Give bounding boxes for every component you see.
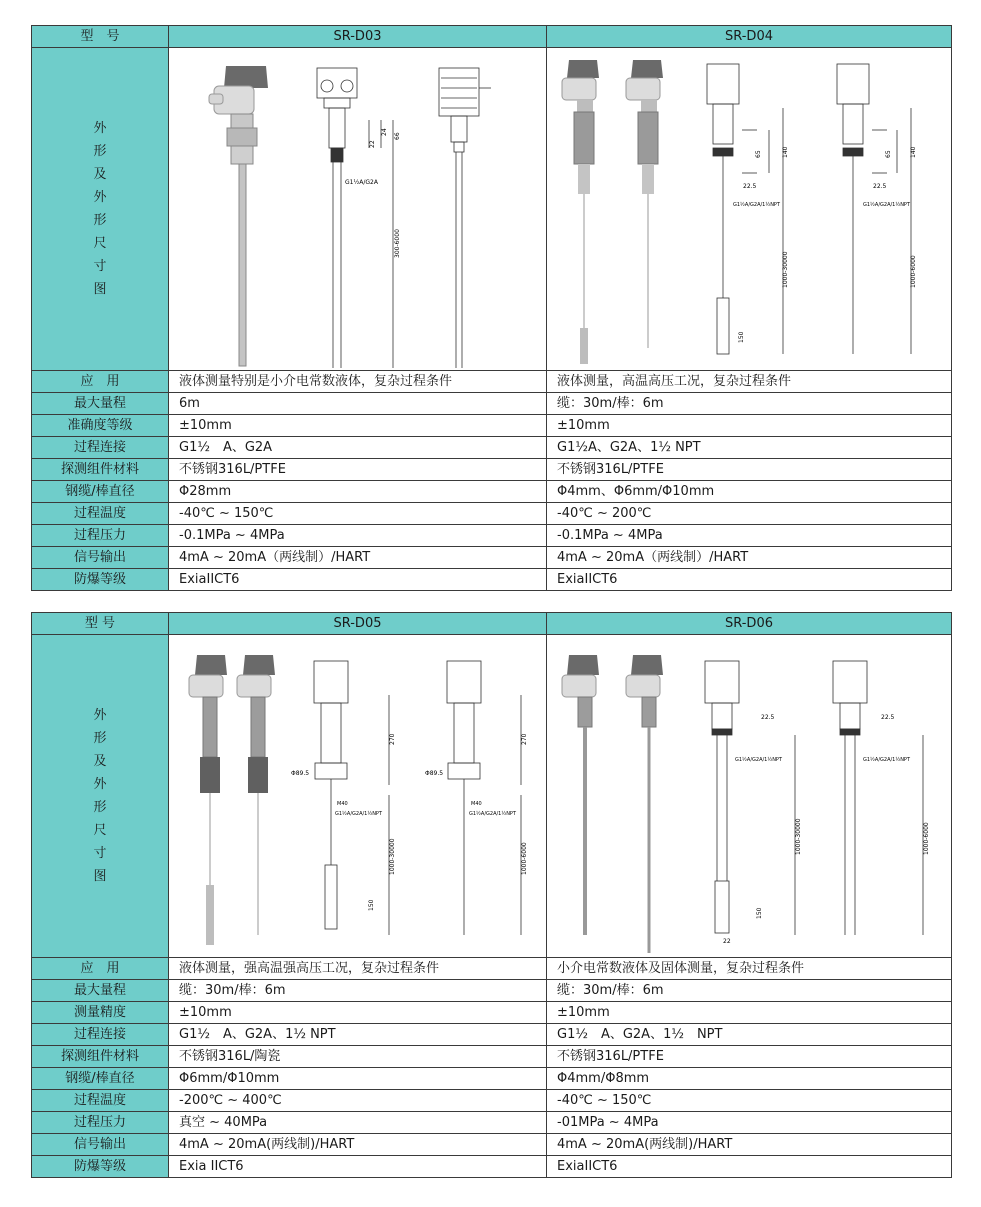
drawing-cable bbox=[314, 661, 389, 935]
row-value: ±10mm bbox=[169, 415, 547, 437]
dim-label: 150 bbox=[756, 907, 763, 919]
row-label: 准确度等级 bbox=[32, 415, 169, 437]
row-value: 4mA ~ 20mA（两线制）/HART bbox=[169, 547, 547, 569]
row-label: 最大量程 bbox=[32, 393, 169, 415]
model-name: SR-D04 bbox=[547, 26, 952, 48]
model-name: SR-D05 bbox=[169, 613, 547, 635]
row-value: 液体测量，高温高压工况，复杂过程条件 bbox=[547, 371, 952, 393]
dim-label: 22 bbox=[723, 938, 731, 945]
row-value: -200℃ ~ 400℃ bbox=[169, 1090, 547, 1112]
row-value: 不锈钢316L/PTFE bbox=[547, 1046, 952, 1068]
dim-label: G1½A/G2A/1½NPT bbox=[863, 202, 911, 208]
row-label: 过程压力 bbox=[32, 1112, 169, 1134]
figure-label-text: 外形及外形尺寸图 bbox=[93, 121, 107, 297]
spec-row bbox=[32, 1068, 952, 1090]
dim-label: 1000-6000 bbox=[521, 842, 528, 875]
spec-row bbox=[32, 371, 952, 393]
row-value: 真空 ~ 40MPa bbox=[169, 1112, 547, 1134]
spec-row bbox=[32, 547, 952, 569]
row-value: Exia IICT6 bbox=[169, 1156, 547, 1178]
row-label: 探测组件材料 bbox=[32, 1046, 169, 1068]
spec-row bbox=[32, 1046, 952, 1068]
model-header-label: 型 号 bbox=[32, 613, 169, 635]
row-value: 4mA ~ 20mA(两线制)/HART bbox=[547, 1134, 952, 1156]
figure-row bbox=[32, 48, 952, 371]
figure-row bbox=[32, 635, 952, 958]
spec-row bbox=[32, 980, 952, 1002]
dimension-drawing-sr-d06 bbox=[547, 635, 952, 958]
row-value: -0.1MPa ~ 4MPa bbox=[169, 525, 547, 547]
row-label: 信号输出 bbox=[32, 1134, 169, 1156]
row-value: ExiaIICT6 bbox=[547, 569, 952, 591]
row-value: -40℃ ~ 150℃ bbox=[169, 503, 547, 525]
row-value: 不锈钢316L/陶瓷 bbox=[169, 1046, 547, 1068]
spec-row bbox=[32, 525, 952, 547]
spec-row bbox=[32, 437, 952, 459]
dim-label: G1½A/G2A/1½NPT bbox=[863, 757, 911, 763]
row-value: 缆：30m/棒：6m bbox=[547, 393, 952, 415]
drawing-cable bbox=[707, 64, 783, 354]
row-value: ExiaIICT6 bbox=[169, 569, 547, 591]
row-value: ±10mm bbox=[169, 1002, 547, 1024]
row-label: 过程温度 bbox=[32, 503, 169, 525]
probe-photo bbox=[562, 655, 663, 953]
dim-label: 66 bbox=[394, 132, 401, 140]
dim-label: G1½A/G2A bbox=[345, 179, 378, 186]
model-name: SR-D06 bbox=[547, 613, 952, 635]
row-value: G1½ A、G2A、1½ NPT bbox=[169, 1024, 547, 1046]
spec-row bbox=[32, 1112, 952, 1134]
probe-photo bbox=[209, 66, 268, 366]
row-value: 缆：30m/棒：6m bbox=[169, 980, 547, 1002]
row-value: ExiaIICT6 bbox=[547, 1156, 952, 1178]
row-value: 不锈钢316L/PTFE bbox=[169, 459, 547, 481]
dim-label: M40 bbox=[471, 801, 482, 807]
dim-label: 270 bbox=[389, 733, 396, 745]
dim-label: 1000-6000 bbox=[923, 822, 930, 855]
front-drawing bbox=[317, 68, 393, 368]
row-value: -40℃ ~ 200℃ bbox=[547, 503, 952, 525]
spec-table-2 bbox=[31, 612, 952, 1178]
row-value: 小介电常数液体及固体测量，复杂过程条件 bbox=[547, 958, 952, 980]
row-label: 过程连接 bbox=[32, 1024, 169, 1046]
row-value: ±10mm bbox=[547, 1002, 952, 1024]
dim-label: 300-6000 bbox=[394, 229, 401, 258]
row-value: 液体测量特别是小介电常数液体，复杂过程条件 bbox=[169, 371, 547, 393]
dim-label: 150 bbox=[368, 899, 375, 911]
side-drawing bbox=[439, 68, 491, 368]
dim-label: G1½A/G2A/1½NPT bbox=[735, 757, 783, 763]
spec-row bbox=[32, 503, 952, 525]
row-value: 不锈钢316L/PTFE bbox=[547, 459, 952, 481]
model-name: SR-D03 bbox=[169, 26, 547, 48]
dim-label: 22.5 bbox=[761, 714, 775, 721]
figure-row-label bbox=[32, 635, 169, 958]
row-label: 防爆等级 bbox=[32, 569, 169, 591]
row-label: 过程压力 bbox=[32, 525, 169, 547]
dim-label: Φ89.5 bbox=[425, 770, 444, 777]
row-value: Φ4mm、Φ6mm/Φ10mm bbox=[547, 481, 952, 503]
dim-label: G1½A/G2A/1½NPT bbox=[469, 811, 517, 817]
row-value: -01MPa ~ 4MPa bbox=[547, 1112, 952, 1134]
dim-label: 140 bbox=[782, 146, 789, 158]
dim-label: 22.5 bbox=[743, 183, 757, 190]
row-label: 信号输出 bbox=[32, 547, 169, 569]
drawing-cable bbox=[705, 661, 795, 935]
spec-row bbox=[32, 459, 952, 481]
row-value: 缆：30m/棒：6m bbox=[547, 980, 952, 1002]
dim-label: 65 bbox=[755, 150, 762, 158]
spec-row bbox=[32, 1134, 952, 1156]
row-label: 应 用 bbox=[32, 371, 169, 393]
row-label: 钢缆/棒直径 bbox=[32, 481, 169, 503]
row-value: Φ28mm bbox=[169, 481, 547, 503]
dim-label: M40 bbox=[337, 801, 348, 807]
row-label: 应 用 bbox=[32, 958, 169, 980]
spec-row bbox=[32, 958, 952, 980]
spec-row bbox=[32, 393, 952, 415]
dimension-drawing-sr-d05 bbox=[169, 635, 547, 958]
row-value: Φ6mm/Φ10mm bbox=[169, 1068, 547, 1090]
figure-row-label bbox=[32, 48, 169, 371]
dim-label: 65 bbox=[885, 150, 892, 158]
dim-label: 1000-30000 bbox=[782, 251, 789, 288]
row-label: 测量精度 bbox=[32, 1002, 169, 1024]
dim-label: G1½A/G2A/1½NPT bbox=[733, 202, 781, 208]
dim-label: G1½A/G2A/1½NPT bbox=[335, 811, 383, 817]
spec-table-1 bbox=[31, 25, 952, 591]
row-value: G1½ A、G2A bbox=[169, 437, 547, 459]
spec-row bbox=[32, 1090, 952, 1112]
spec-row bbox=[32, 1002, 952, 1024]
header-row bbox=[32, 26, 952, 48]
dim-label: 140 bbox=[910, 146, 917, 158]
row-label: 探测组件材料 bbox=[32, 459, 169, 481]
row-label: 防爆等级 bbox=[32, 1156, 169, 1178]
spec-row bbox=[32, 1024, 952, 1046]
figure-label-text: 外形及外形尺寸图 bbox=[93, 708, 107, 884]
row-value: G1½A、G2A、1½ NPT bbox=[547, 437, 952, 459]
row-label: 最大量程 bbox=[32, 980, 169, 1002]
dim-label: 22.5 bbox=[873, 183, 887, 190]
probe-photo bbox=[562, 60, 663, 364]
dim-label: 150 bbox=[738, 331, 745, 343]
header-row bbox=[32, 613, 952, 635]
row-value: -0.1MPa ~ 4MPa bbox=[547, 525, 952, 547]
dim-label: 1000-6000 bbox=[910, 255, 917, 288]
spec-row bbox=[32, 481, 952, 503]
row-value: Φ4mm/Φ8mm bbox=[547, 1068, 952, 1090]
dim-label: 22.5 bbox=[881, 714, 895, 721]
row-label: 钢缆/棒直径 bbox=[32, 1068, 169, 1090]
spec-row bbox=[32, 569, 952, 591]
row-value: 6m bbox=[169, 393, 547, 415]
spec-row bbox=[32, 415, 952, 437]
dim-label: 270 bbox=[521, 733, 528, 745]
dim-label: Φ89.5 bbox=[291, 770, 310, 777]
row-value: 液体测量，强高温强高压工况，复杂过程条件 bbox=[169, 958, 547, 980]
dimension-drawing-sr-d03 bbox=[169, 48, 547, 371]
dim-label: 24 bbox=[381, 128, 388, 136]
dim-label: 22 bbox=[369, 140, 376, 148]
row-label: 过程温度 bbox=[32, 1090, 169, 1112]
drawing-rod bbox=[833, 661, 923, 935]
drawing-rod bbox=[837, 64, 911, 354]
dimension-drawing-sr-d04 bbox=[547, 48, 952, 371]
row-value: G1½ A、G2A、1½ NPT bbox=[547, 1024, 952, 1046]
dim-label: 1000-30000 bbox=[389, 838, 396, 875]
row-value: 4mA ~ 20mA（两线制）/HART bbox=[547, 547, 952, 569]
row-value: 4mA ~ 20mA(两线制)/HART bbox=[169, 1134, 547, 1156]
model-header-label: 型 号 bbox=[32, 26, 169, 48]
row-value: ±10mm bbox=[547, 415, 952, 437]
probe-photo bbox=[189, 655, 275, 945]
row-label: 过程连接 bbox=[32, 437, 169, 459]
dim-label: 1000-30000 bbox=[795, 818, 802, 855]
drawing-rod bbox=[447, 661, 521, 935]
spec-row bbox=[32, 1156, 952, 1178]
row-value: -40℃ ~ 150℃ bbox=[547, 1090, 952, 1112]
